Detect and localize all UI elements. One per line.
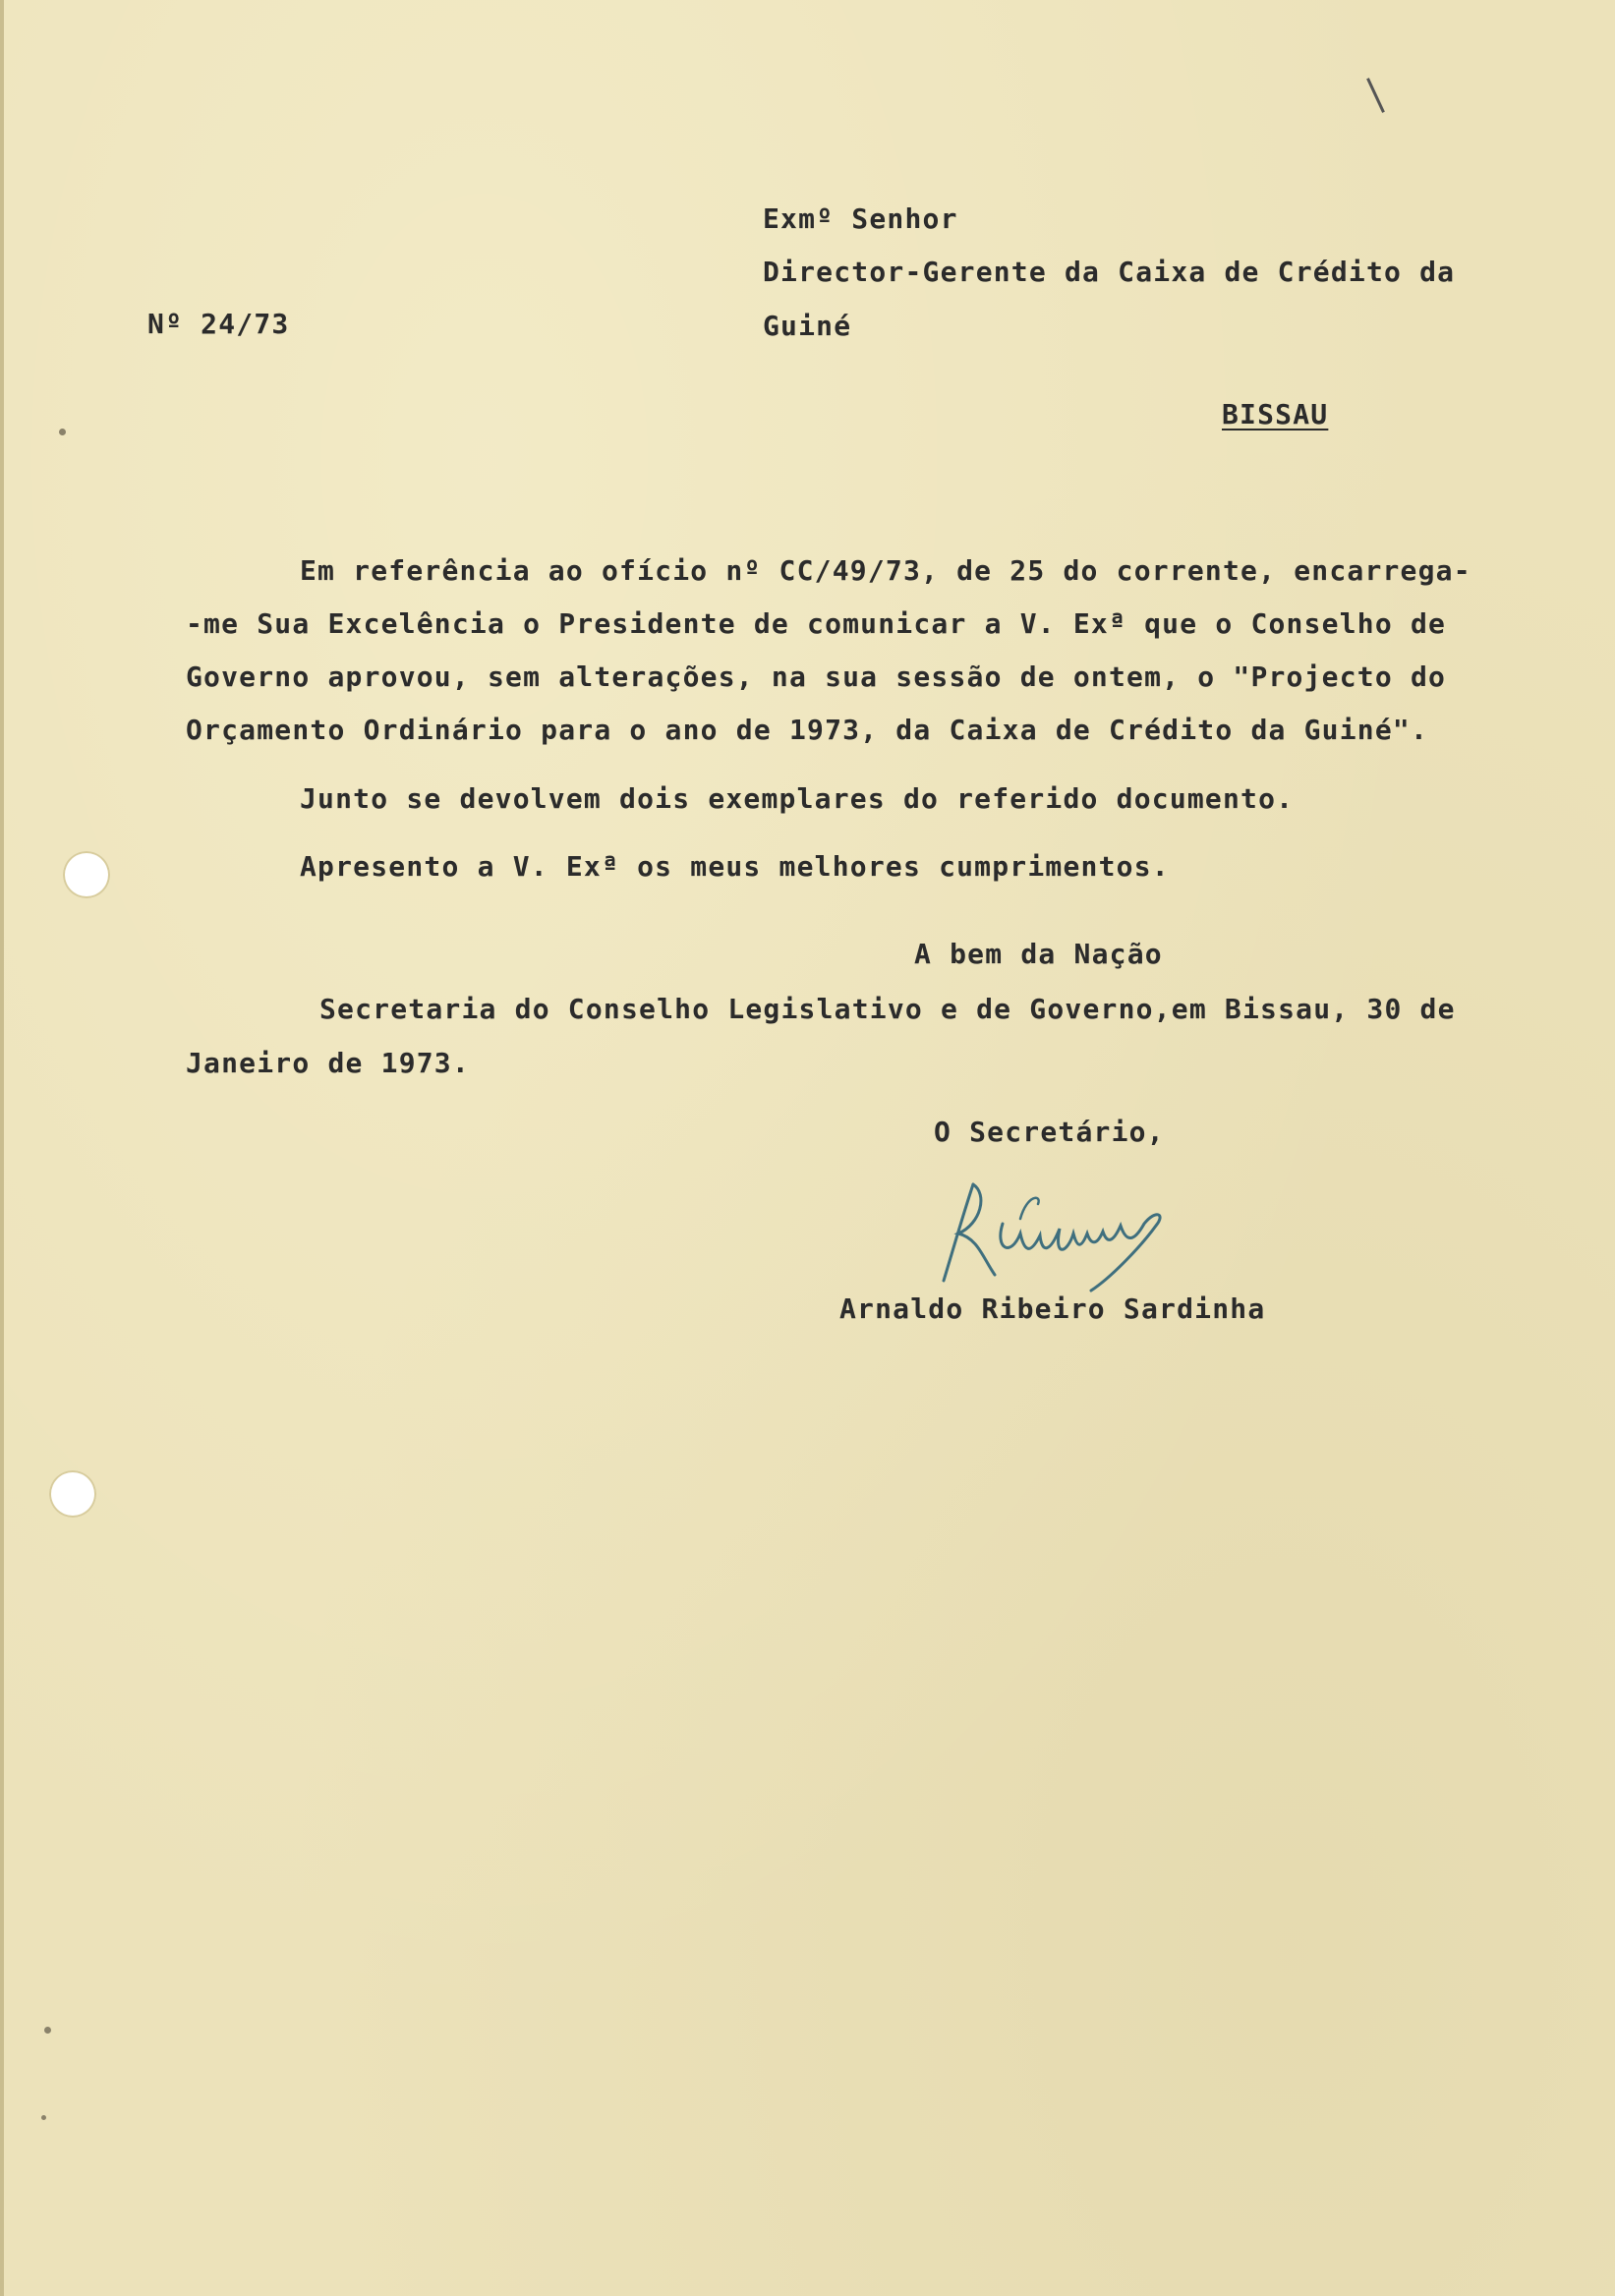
paper-speck (41, 2115, 46, 2120)
addressee-line-2: Guiné (763, 310, 852, 342)
signatory-name: Arnaldo Ribeiro Sardinha (839, 1292, 1266, 1325)
place-date-line-2: Janeiro de 1973. (186, 1047, 470, 1079)
closing-motto: A bem da Nação (914, 938, 1163, 970)
handwritten-signature (934, 1165, 1199, 1297)
paragraph-2: Junto se devolvem dois exemplares do referido documento. (300, 782, 1295, 815)
city: BISSAU (1222, 398, 1329, 430)
paragraph-1-line-3: Governo aprovou, sem alterações, na sua sessão de ontem, o "Projecto do (186, 660, 1447, 693)
paragraph-3: Apresento a V. Exª os meus melhores cumprimentos. (300, 850, 1170, 883)
paragraph-1-line-4: Orçamento Ordinário para o ano de 1973, da Caixa de Crédito da Guiné". (186, 714, 1429, 746)
paper-speck (44, 2027, 51, 2034)
reference-number: Nº 24/73 (147, 308, 290, 340)
place-date-line-1: Secretaria do Conselho Legislativo e de Governo,em Bissau, 30 de (319, 993, 1456, 1025)
addressee-line-1: Director-Gerente da Caixa de Crédito da (763, 256, 1456, 288)
paragraph-1-line-1: Em referência ao ofício nº CC/49/73, de 25 do corrente, encarrega- (300, 554, 1471, 587)
punch-hole-bottom (49, 1470, 96, 1518)
punch-hole-top (63, 851, 110, 898)
paper-speck (59, 429, 66, 435)
paper-edge (0, 0, 4, 2296)
paragraph-1-line-2: -me Sua Excelência o Presidente de comunicar a V. Exª que o Conselho de (186, 607, 1447, 640)
signatory-title: O Secretário, (934, 1116, 1165, 1148)
pencil-mark (1366, 78, 1385, 113)
salutation: Exmº Senhor (763, 202, 958, 235)
